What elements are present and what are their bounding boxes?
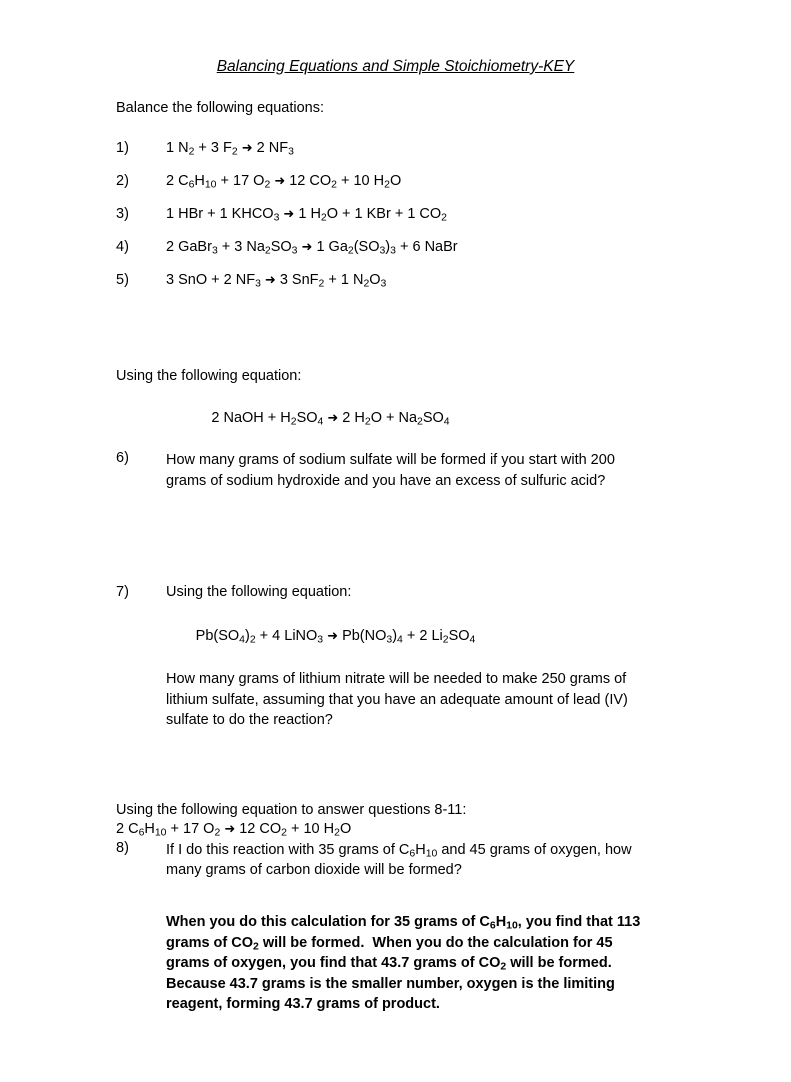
document-page [0, 58, 791, 1082]
question-line-2: many grams of carbon dioxide will be formed? [166, 862, 462, 879]
question-text [166, 450, 675, 491]
balance-instruction: Balance the following equations: [116, 99, 324, 116]
problem-number: 2) [116, 173, 129, 190]
document-body [0, 99, 791, 1015]
reaction-arrow-icon: ➜ [224, 822, 236, 838]
problem-number: 5) [116, 272, 129, 289]
question-line-2: lithium sulfate, assuming that you have an adequate amount of lead (IV) [166, 691, 628, 708]
problem-number: 3) [116, 206, 129, 223]
question8-answer: When you do this calculation for 35 grams of $C_6H_{10}$, you find that 113 grams of $CO_2$ will be formed. When you do the calculation for 45 grams of oxygen, you find that 43.7 grams of $CO_2$ will be formed. Because 43.7 grams is the smaller number, oxygen is the limiting reagent, forming 43.7 grams of product. [166, 914, 641, 1013]
reaction-arrow-icon: ➜ [264, 273, 276, 289]
question7-equation: $Pb(SO_4)_2 + 4$ LiNO$_3$ ➜ $Pb(NO_3)_4 + 2$ $Li_2SO_4$ [195, 628, 476, 647]
problem-row-4 [116, 239, 675, 255]
section3-equation: 2 $C_6H_{10} + 17$ $O_2$ ➜ 12 $CO_2 + 10$ $H_2O$ [116, 821, 352, 839]
question-number: 8) [116, 839, 129, 856]
question-line-1: How many grams of lithium nitrate will be needed to make 250 grams of [166, 671, 627, 687]
section2-equation: 2 NaOH + $H_2SO_4$ ➜ 2 $H_2O + Na_2SO_4$ [211, 409, 450, 428]
problem-row-1 [116, 140, 675, 156]
problem-row-5 [116, 272, 675, 288]
problem-number: 1) [116, 140, 129, 157]
question-text: If I do this reaction with 35 grams of $C_6H_{10}$ and 45 grams of oxygen, how many grams of carbon dioxide will be formed? [166, 841, 632, 879]
reaction-arrow-icon: ➜ [327, 410, 339, 426]
problem-equation: 2 GaBr$_3$ + 3 $Na_2SO_3$ ➜ 1 $Ga_2(SO_3)_3 + 6$ NaBr [166, 239, 458, 257]
question-number: 7) [116, 584, 129, 601]
question-row-8 [116, 840, 675, 881]
question-row-7 [116, 584, 675, 600]
reaction-arrow-icon: ➜ [283, 207, 295, 223]
question-line-1: How many grams of sodium sulfate will be formed if you start with 200 [166, 452, 615, 469]
question-line-3: sulfate to do the reaction? [166, 712, 333, 729]
answer-line-4: Because 43.7 grams is the smaller number, oxygen is the limiting [166, 975, 615, 992]
reaction-arrow-icon: ➜ [274, 174, 286, 190]
page-title: Balancing Equations and Simple Stoichiometry-KEY [216, 58, 575, 75]
problem-row-2 [116, 173, 675, 189]
reaction-arrow-icon: ➜ [241, 141, 253, 157]
reaction-arrow-icon: ➜ [327, 629, 339, 645]
question-prompt: Using the following equation: [166, 584, 352, 601]
question7-text [116, 669, 675, 731]
problem-number: 4) [116, 239, 129, 256]
question-line-2: grams of sodium hydroxide and you have an excess of sulfuric acid? [166, 472, 606, 489]
reaction-arrow-icon: ➜ [301, 240, 313, 256]
question-number: 6) [116, 450, 129, 467]
problem-equation: 1 HBr + 1 $KHCO_3$ ➜ 1 $H_2O + 1$ KBr + 1 $CO_2$ [166, 206, 447, 224]
section2-instruction: Using the following equation: [116, 368, 302, 385]
answer-line-5: reagent, forming 43.7 grams of product. [166, 996, 440, 1013]
problem-equation: 2 $C_6H_{10} + 17$ $O_2$ ➜ 12 $CO_2 + 10$ $H_2O$ [166, 173, 402, 191]
question-row-6 [116, 450, 675, 491]
problem-equation: 1 $N_2 + 3$ $F_2$ ➜ 2 $NF_3$ [166, 140, 294, 158]
problem-equation: 3 SnO + 2 $NF_3$ ➜ 3 SnF$_2$ + 1 $N_2O_3$ [166, 272, 387, 290]
problem-row-3 [116, 206, 675, 222]
section3-instruction: Using the following equation to answer questions 8-11: [116, 801, 467, 818]
